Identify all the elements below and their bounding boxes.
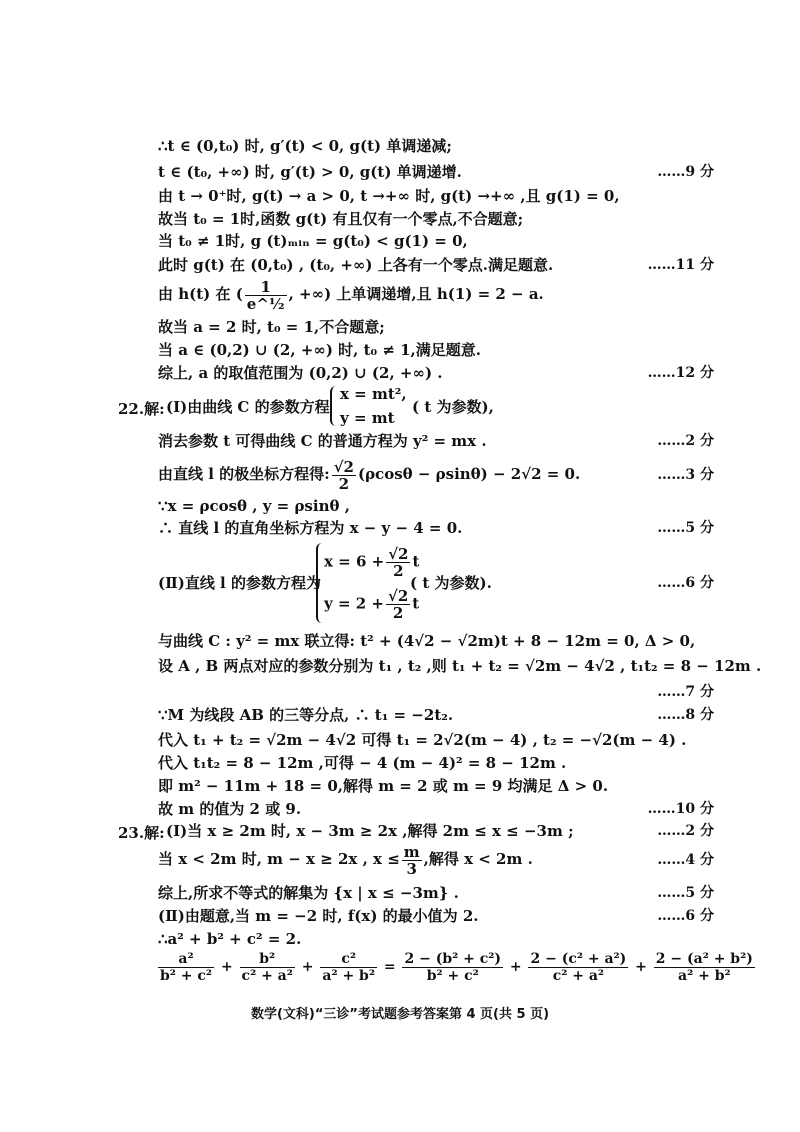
numerator: c² bbox=[320, 951, 377, 968]
solution-line: 设 A , B 两点对应的参数分别为 t₁ , t₂ ,则 t₁ + t₂ = √2m − 4√2 , t₁t₂ = 8 − 12m . bbox=[158, 657, 762, 675]
score-mark: ……9 分 bbox=[657, 164, 714, 180]
fraction bbox=[402, 951, 503, 984]
fraction bbox=[332, 459, 356, 492]
text-segment: t bbox=[412, 594, 420, 613]
plus-sign: + bbox=[509, 959, 522, 975]
text-segment: (ρcosθ − ρsinθ) − 2√2 = 0. bbox=[357, 465, 581, 483]
solution-line: ( t 为参数). bbox=[410, 574, 492, 592]
denominator: e^½ bbox=[246, 294, 285, 313]
parametric-x bbox=[324, 546, 419, 579]
score-mark: ……5 分 bbox=[657, 885, 714, 901]
denominator: a² + b² bbox=[322, 967, 375, 984]
numerator: b² bbox=[240, 951, 295, 968]
solution-line: ∴a² + b² + c² = 2. bbox=[158, 930, 302, 948]
numerator: √2 bbox=[387, 587, 409, 605]
denominator: a² + b² bbox=[678, 967, 731, 984]
solution-line bbox=[158, 278, 544, 312]
solution-line: ∵M 为线段 AB 的三等分点, ∴ t₁ = −2t₂. bbox=[158, 706, 454, 724]
solution-line: 综上,所求不等式的解集为 {x | x ≤ −3m} . bbox=[158, 884, 459, 902]
solution-line: (Ⅰ)当 x ≥ 2m 时, x − 3m ≥ 2x ,解得 2m ≤ x ≤ −3m ; bbox=[166, 822, 574, 840]
text-segment: x = 6 + bbox=[324, 552, 385, 571]
question-23-label: 23.解: bbox=[118, 824, 165, 842]
solution-line: (Ⅰ)由曲线 C 的参数方程 bbox=[166, 398, 330, 416]
plus-sign: + bbox=[301, 959, 314, 975]
solution-line: 代入 t₁ + t₂ = √2m − 4√2 可得 t₁ = 2√2(m − 4) , t₂ = −√2(m − 4) . bbox=[158, 731, 687, 749]
solution-line: 当 a ∈ (0,2) ∪ (2, +∞) 时, t₀ ≠ 1,满足题意. bbox=[158, 341, 481, 359]
denominator: 2 bbox=[338, 474, 350, 493]
fraction bbox=[245, 279, 287, 312]
solution-line: ( t 为参数), bbox=[412, 398, 494, 416]
score-mark: ……8 分 bbox=[657, 707, 714, 723]
text-segment: 由直线 l 的极坐标方程得: bbox=[158, 465, 330, 483]
solution-line: (Ⅱ)直线 l 的参数方程为 bbox=[158, 574, 321, 592]
solution-line: 故 m 的值为 2 或 9. bbox=[158, 800, 302, 818]
solution-line bbox=[158, 458, 580, 492]
denominator: c² + a² bbox=[241, 967, 293, 984]
fraction bbox=[158, 951, 214, 984]
numerator: 2 − (a² + b²) bbox=[655, 950, 753, 967]
solution-line bbox=[158, 843, 533, 877]
score-mark: ……2 分 bbox=[657, 433, 714, 449]
solution-line: 即 m² − 11m + 18 = 0,解得 m = 2 或 m = 9 均满足 Δ > 0. bbox=[158, 777, 609, 795]
solution-line: 消去参数 t 可得曲线 C 的普通方程为 y² = mx . bbox=[158, 432, 487, 450]
text-segment: y = 2 + bbox=[324, 594, 384, 613]
denominator: b² + c² bbox=[426, 967, 479, 984]
text-segment: 由 h(t) 在 ( bbox=[158, 285, 243, 303]
numerator: √2 bbox=[333, 457, 354, 476]
fraction bbox=[320, 951, 377, 984]
fraction bbox=[240, 951, 295, 984]
score-mark: ……12 分 bbox=[647, 365, 714, 381]
parametric-y bbox=[324, 588, 419, 621]
solution-line: 故当 a = 2 时, t₀ = 1,不合题意; bbox=[158, 318, 385, 336]
page-footer: 数学(文科)“三诊”考试题参考答案第 4 页(共 5 页) bbox=[250, 1007, 550, 1022]
numerator: 2 − (c² + a²) bbox=[530, 950, 627, 967]
question-22-label: 22.解: bbox=[118, 400, 165, 418]
fraction-equation bbox=[156, 947, 757, 987]
equals-sign: = bbox=[383, 959, 396, 975]
fraction bbox=[402, 844, 422, 877]
denominator: 3 bbox=[406, 859, 417, 878]
solution-line: (Ⅱ)由题意,当 m = −2 时, f(x) 的最小值为 2. bbox=[158, 907, 479, 925]
fraction bbox=[654, 951, 755, 984]
solution-line: 代入 t₁t₂ = 8 − 12m ,可得 − 4 (m − 4)² = 8 − 12m . bbox=[158, 754, 567, 772]
score-mark: ……5 分 bbox=[657, 520, 714, 536]
fraction bbox=[386, 588, 410, 621]
solution-line: 当 t₀ ≠ 1时, g (t)ₘᵢₙ = g(t₀) < g(1) = 0, bbox=[158, 232, 468, 250]
score-mark: ……11 分 bbox=[647, 257, 714, 273]
fraction bbox=[528, 951, 628, 984]
text-segment: 当 x < 2m 时, m − x ≥ 2x , x ≤ bbox=[158, 850, 400, 868]
plus-sign: + bbox=[220, 959, 233, 975]
score-mark: ……4 分 bbox=[657, 852, 714, 868]
solution-line: t ∈ (t₀, +∞) 时, g′(t) > 0, g(t) 单调递增. bbox=[158, 163, 462, 181]
score-mark: ……6 分 bbox=[657, 575, 714, 591]
text-segment: ,解得 x < 2m . bbox=[423, 850, 533, 868]
score-mark: ……6 分 bbox=[657, 908, 714, 924]
solution-line: 故当 t₀ = 1时,函数 g(t) 有且仅有一个零点,不合题意; bbox=[158, 210, 524, 228]
denominator: 2 bbox=[393, 562, 404, 580]
plus-sign: + bbox=[635, 959, 647, 975]
score-mark: ……7 分 bbox=[657, 684, 714, 700]
numerator: 2 − (b² + c²) bbox=[404, 950, 501, 967]
brace-symbol bbox=[330, 386, 340, 426]
solution-line: ∵x = ρcosθ , y = ρsinθ , bbox=[158, 497, 350, 515]
solution-line: 综上, a 的取值范围为 (0,2) ∪ (2, +∞) . bbox=[158, 364, 443, 382]
parametric-y: y = mt bbox=[340, 409, 395, 427]
parametric-x: x = mt², bbox=[340, 385, 407, 403]
numerator: √2 bbox=[388, 545, 409, 563]
denominator: 2 bbox=[392, 604, 404, 622]
solution-line: 此时 g(t) 在 (0,t₀) , (t₀, +∞) 上各有一个零点.满足题意. bbox=[158, 256, 554, 274]
numerator: m bbox=[403, 842, 420, 861]
numerator: a² bbox=[158, 951, 214, 968]
solution-line: 由 t → 0⁺时, g(t) → a > 0, t →+∞ 时, g(t) →+∞ ,且 g(1) = 0, bbox=[158, 187, 620, 205]
fraction bbox=[386, 546, 410, 579]
denominator: c² + a² bbox=[552, 967, 605, 984]
text-segment: , +∞) 上单调递增,且 h(1) = 2 − a. bbox=[288, 285, 544, 303]
text-segment: t bbox=[412, 552, 420, 571]
score-mark: ……2 分 bbox=[657, 823, 714, 839]
denominator: b² + c² bbox=[160, 967, 213, 984]
solution-line: ∴t ∈ (0,t₀) 时, g′(t) < 0, g(t) 单调递减; bbox=[158, 137, 452, 155]
solution-line: ∴ 直线 l 的直角坐标方程为 x − y − 4 = 0. bbox=[158, 519, 463, 537]
solution-line: 与曲线 C : y² = mx 联立得: t² + (4√2 − √2m)t + 8 − 12m = 0, Δ > 0, bbox=[158, 632, 696, 650]
numerator: 1 bbox=[245, 279, 287, 296]
score-mark: ……10 分 bbox=[647, 801, 714, 817]
score-mark: ……3 分 bbox=[657, 467, 714, 483]
